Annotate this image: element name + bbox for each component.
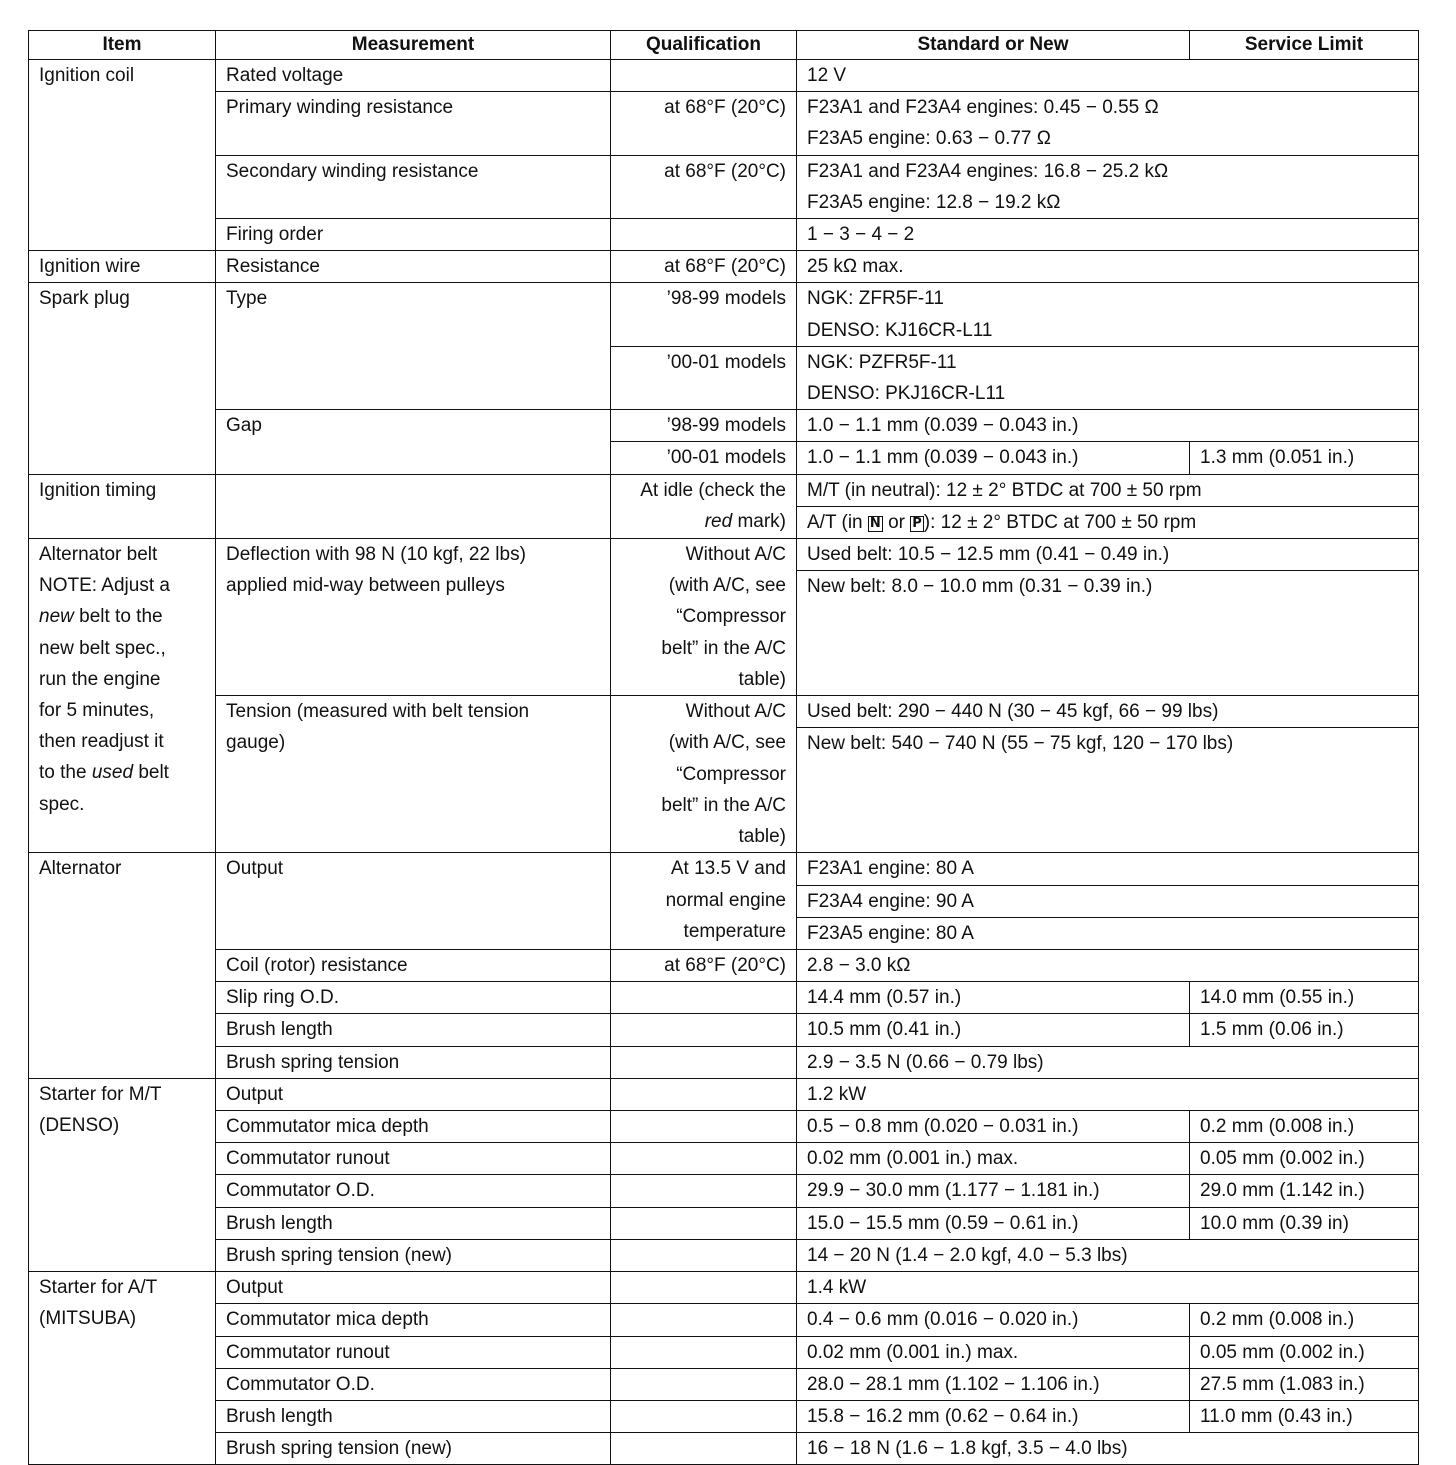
standard-cell — [797, 92, 1419, 155]
standard-cell: M/T (in neutral): 12 ± 2° BTDC at 700 ± 50 rpm — [797, 474, 1419, 506]
qualification-cell — [611, 982, 797, 1014]
qualification-cell — [611, 219, 797, 251]
measurement-cell: Commutator mica depth — [216, 1111, 611, 1143]
table-row — [29, 853, 1419, 885]
measurement-cell: Output — [216, 853, 611, 950]
standard-cell: 2.8 − 3.0 kΩ — [797, 950, 1419, 982]
qualification-cell — [611, 1368, 797, 1400]
service-limit-cell: 0.05 mm (0.002 in.) — [1190, 1336, 1419, 1368]
standard-line: NGK: ZFR5F-11 — [807, 288, 944, 310]
qualification-line — [621, 506, 786, 537]
item-text: to the — [39, 762, 87, 784]
item-cell: Ignition timing — [29, 474, 216, 538]
qualification-cell — [611, 1433, 797, 1465]
item-line: new belt spec., — [39, 637, 166, 659]
table-row — [29, 1336, 1419, 1368]
measurement-line: Tension (measured with belt tension — [226, 701, 530, 723]
qualification-cell: at 68°F (20°C) — [611, 92, 797, 155]
qualification-line: table) — [738, 668, 786, 690]
measurement-cell: Commutator mica depth — [216, 1304, 611, 1336]
qualification-cell — [611, 696, 797, 853]
qualification-cell — [611, 539, 797, 696]
header-standard: Standard or New — [797, 31, 1190, 60]
service-limit-cell: 1.3 mm (0.051 in.) — [1190, 442, 1419, 474]
qualification-cell — [611, 1014, 797, 1046]
standard-cell: 29.9 − 30.0 mm (1.177 − 1.181 in.) — [797, 1175, 1190, 1207]
standard-cell — [797, 155, 1419, 218]
qualification-cell — [611, 1143, 797, 1175]
standard-cell: 16 − 18 N (1.6 − 1.8 kgf, 3.5 − 4.0 lbs) — [797, 1433, 1419, 1465]
standard-cell: 0.5 − 0.8 mm (0.020 − 0.031 in.) — [797, 1111, 1190, 1143]
qualification-cell — [611, 1272, 797, 1304]
table-row — [29, 474, 1419, 506]
standard-cell: 0.02 mm (0.001 in.) max. — [797, 1143, 1190, 1175]
standard-line: F23A5 engine: 12.8 − 19.2 kΩ — [807, 191, 1061, 213]
item-line: then readjust it — [39, 731, 164, 753]
table-row — [29, 1433, 1419, 1465]
qualification-line: normal engine — [665, 889, 786, 911]
table-row — [29, 1175, 1419, 1207]
measurement-cell — [216, 696, 611, 853]
item-cell — [29, 539, 216, 853]
item-line — [39, 601, 205, 632]
standard-cell: Used belt: 290 − 440 N (30 − 45 kgf, 66 − 99 lbs) — [797, 696, 1419, 728]
header-measurement: Measurement — [216, 31, 611, 60]
standard-cell: 15.8 − 16.2 mm (0.62 − 0.64 in.) — [797, 1400, 1190, 1432]
qualification-line: (with A/C, see — [668, 732, 786, 754]
table-row — [29, 92, 1419, 155]
qualification-cell — [611, 474, 797, 538]
standard-text: ): 12 ± 2° BTDC at 700 ± 50 rpm — [923, 511, 1197, 533]
service-limit-cell: 0.2 mm (0.008 in.) — [1190, 1304, 1419, 1336]
measurement-cell: Brush length — [216, 1400, 611, 1432]
measurement-cell: Commutator O.D. — [216, 1368, 611, 1400]
standard-cell: 1.2 kW — [797, 1078, 1419, 1110]
qualification-line: At 13.5 V and — [670, 858, 786, 880]
measurement-cell: Coil (rotor) resistance — [216, 950, 611, 982]
qualification-line: Without A/C — [685, 544, 786, 566]
measurement-line: Deflection with 98 N (10 kgf, 22 lbs) — [226, 544, 526, 566]
service-limit-cell: 27.5 mm (1.083 in.) — [1190, 1368, 1419, 1400]
qualification-cell — [611, 1304, 797, 1336]
measurement-cell: Type — [216, 283, 611, 410]
qualification-text: mark) — [737, 510, 786, 532]
measurement-cell: Brush spring tension (new) — [216, 1433, 611, 1465]
service-limit-cell: 14.0 mm (0.55 in.) — [1190, 982, 1419, 1014]
table-row — [29, 1014, 1419, 1046]
service-limit-cell: 1.5 mm (0.06 in.) — [1190, 1014, 1419, 1046]
item-line: spec. — [39, 793, 85, 815]
table-row — [29, 251, 1419, 283]
item-line: (DENSO) — [39, 1115, 120, 1137]
item-cell: Alternator — [29, 853, 216, 1078]
measurement-cell — [216, 539, 611, 696]
qualification-line: At idle (check the — [640, 479, 786, 501]
standard-cell: 1.4 kW — [797, 1272, 1419, 1304]
gear-p-box: P — [912, 515, 922, 531]
table-row — [29, 539, 1419, 571]
italic-text: red — [704, 510, 733, 532]
item-line: Starter for M/T — [39, 1083, 162, 1105]
qualification-cell — [611, 1207, 797, 1239]
measurement-cell: Brush spring tension (new) — [216, 1239, 611, 1271]
item-line — [39, 757, 205, 788]
table-row — [29, 1272, 1419, 1304]
qualification-cell — [611, 1078, 797, 1110]
italic-text: used — [91, 762, 134, 784]
table-row — [29, 982, 1419, 1014]
measurement-cell: Slip ring O.D. — [216, 982, 611, 1014]
standard-line: NGK: PZFR5F-11 — [807, 351, 957, 373]
standard-cell: 1 − 3 − 4 − 2 — [797, 219, 1419, 251]
qualification-line: “Compressor — [676, 763, 786, 785]
qualification-line: temperature — [683, 920, 786, 942]
standard-cell: 14.4 mm (0.57 in.) — [797, 982, 1190, 1014]
service-limit-cell: 0.2 mm (0.008 in.) — [1190, 1111, 1419, 1143]
table-row — [29, 60, 1419, 92]
standard-cell: 0.02 mm (0.001 in.) max. — [797, 1336, 1190, 1368]
item-line: Starter for A/T — [39, 1277, 158, 1299]
measurement-cell: Rated voltage — [216, 60, 611, 92]
header-row — [29, 31, 1419, 60]
standard-text: A/T (in — [807, 511, 863, 533]
standard-cell: Used belt: 10.5 − 12.5 mm (0.41 − 0.49 in.) — [797, 539, 1419, 571]
standard-cell: F23A4 engine: 90 A — [797, 885, 1419, 917]
qualification-line: belt” in the A/C — [661, 637, 786, 659]
standard-line: F23A5 engine: 0.63 − 0.77 Ω — [807, 128, 1051, 150]
table-row — [29, 1078, 1419, 1110]
qualification-cell: at 68°F (20°C) — [611, 155, 797, 218]
table-row — [29, 410, 1419, 442]
measurement-cell: Brush spring tension — [216, 1046, 611, 1078]
qualification-cell: ’98-99 models — [611, 283, 797, 346]
standard-cell: 28.0 − 28.1 mm (1.102 − 1.106 in.) — [797, 1368, 1190, 1400]
measurement-cell: Brush length — [216, 1207, 611, 1239]
header-item: Item — [29, 31, 216, 60]
qualification-cell — [611, 1239, 797, 1271]
standard-cell — [797, 283, 1419, 346]
qualification-cell — [611, 60, 797, 92]
table-row — [29, 155, 1419, 218]
table-row — [29, 1400, 1419, 1432]
item-cell: Spark plug — [29, 283, 216, 474]
qualification-line: belt” in the A/C — [661, 794, 786, 816]
standard-cell: 12 V — [797, 60, 1419, 92]
measurement-cell — [216, 474, 611, 538]
measurement-cell: Commutator O.D. — [216, 1175, 611, 1207]
item-text: belt — [138, 762, 169, 784]
table-row — [29, 219, 1419, 251]
measurement-line: applied mid-way between pulleys — [226, 575, 505, 597]
standard-cell: 1.0 − 1.1 mm (0.039 − 0.043 in.) — [797, 442, 1190, 474]
table-row — [29, 1046, 1419, 1078]
spec-table — [28, 30, 1419, 1465]
standard-cell: 25 kΩ max. — [797, 251, 1419, 283]
item-line: (MITSUBA) — [39, 1308, 137, 1330]
qualification-cell — [611, 1111, 797, 1143]
table-row — [29, 1111, 1419, 1143]
qualification-cell: at 68°F (20°C) — [611, 950, 797, 982]
item-cell — [29, 1272, 216, 1465]
standard-line: DENSO: KJ16CR-L11 — [807, 319, 993, 341]
item-line: Alternator belt — [39, 544, 158, 566]
service-limit-cell: 29.0 mm (1.142 in.) — [1190, 1175, 1419, 1207]
measurement-cell: Output — [216, 1272, 611, 1304]
item-cell: Ignition wire — [29, 251, 216, 283]
measurement-line: gauge) — [226, 732, 286, 754]
table-row — [29, 1143, 1419, 1175]
standard-cell: 2.9 − 3.5 N (0.66 − 0.79 lbs) — [797, 1046, 1419, 1078]
item-text: belt to the — [79, 606, 163, 628]
table-row — [29, 1304, 1419, 1336]
gear-n-box: N — [869, 515, 881, 531]
table-row — [29, 950, 1419, 982]
qualification-cell — [611, 1175, 797, 1207]
italic-text: new — [39, 606, 74, 628]
measurement-cell: Primary winding resistance — [216, 92, 611, 155]
service-limit-cell: 10.0 mm (0.39 in) — [1190, 1207, 1419, 1239]
standard-cell: 10.5 mm (0.41 in.) — [797, 1014, 1190, 1046]
item-cell: Ignition coil — [29, 60, 216, 251]
table-row — [29, 1207, 1419, 1239]
table-row — [29, 1239, 1419, 1271]
qualification-cell — [611, 1400, 797, 1432]
header-qualification: Qualification — [611, 31, 797, 60]
standard-line: F23A1 and F23A4 engines: 16.8 − 25.2 kΩ — [807, 160, 1169, 182]
standard-cell: F23A5 engine: 80 A — [797, 917, 1419, 949]
measurement-cell: Commutator runout — [216, 1143, 611, 1175]
qualification-line: Without A/C — [685, 701, 786, 723]
standard-line: F23A1 and F23A4 engines: 0.45 − 0.55 Ω — [807, 97, 1159, 119]
qualification-cell: at 68°F (20°C) — [611, 251, 797, 283]
table-row — [29, 1368, 1419, 1400]
standard-cell: New belt: 8.0 − 10.0 mm (0.31 − 0.39 in.) — [797, 571, 1419, 696]
or-text: or — [888, 511, 905, 533]
standard-cell: 0.4 − 0.6 mm (0.016 − 0.020 in.) — [797, 1304, 1190, 1336]
item-cell — [29, 1078, 216, 1271]
qualification-cell — [611, 853, 797, 950]
measurement-cell: Brush length — [216, 1014, 611, 1046]
qualification-cell — [611, 1336, 797, 1368]
qualification-line: table) — [738, 826, 786, 848]
standard-cell: 1.0 − 1.1 mm (0.039 − 0.043 in.) — [797, 410, 1419, 442]
standard-cell — [797, 346, 1419, 409]
standard-cell: New belt: 540 − 740 N (55 − 75 kgf, 120 − 170 lbs) — [797, 728, 1419, 853]
table-row — [29, 696, 1419, 728]
qualification-cell: ’98-99 models — [611, 410, 797, 442]
item-line: NOTE: Adjust a — [39, 575, 170, 597]
header-service-limit: Service Limit — [1190, 31, 1419, 60]
service-limit-cell: 0.05 mm (0.002 in.) — [1190, 1143, 1419, 1175]
measurement-cell: Resistance — [216, 251, 611, 283]
measurement-cell: Commutator runout — [216, 1336, 611, 1368]
table-row — [29, 283, 1419, 346]
standard-cell: 15.0 − 15.5 mm (0.59 − 0.61 in.) — [797, 1207, 1190, 1239]
standard-line: DENSO: PKJ16CR-L11 — [807, 383, 1006, 405]
standard-cell — [797, 506, 1419, 538]
measurement-cell: Firing order — [216, 219, 611, 251]
qualification-line: (with A/C, see — [668, 575, 786, 597]
service-limit-cell: 11.0 mm (0.43 in.) — [1190, 1400, 1419, 1432]
measurement-cell: Gap — [216, 410, 611, 474]
standard-cell: F23A1 engine: 80 A — [797, 853, 1419, 885]
qualification-cell: ’00-01 models — [611, 346, 797, 409]
standard-cell: 14 − 20 N (1.4 − 2.0 kgf, 4.0 − 5.3 lbs) — [797, 1239, 1419, 1271]
measurement-cell: Secondary winding resistance — [216, 155, 611, 218]
item-line: for 5 minutes, — [39, 700, 155, 722]
item-line: run the engine — [39, 668, 161, 690]
qualification-cell — [611, 1046, 797, 1078]
qualification-line: “Compressor — [676, 606, 786, 628]
qualification-cell: ’00-01 models — [611, 442, 797, 474]
measurement-cell: Output — [216, 1078, 611, 1110]
